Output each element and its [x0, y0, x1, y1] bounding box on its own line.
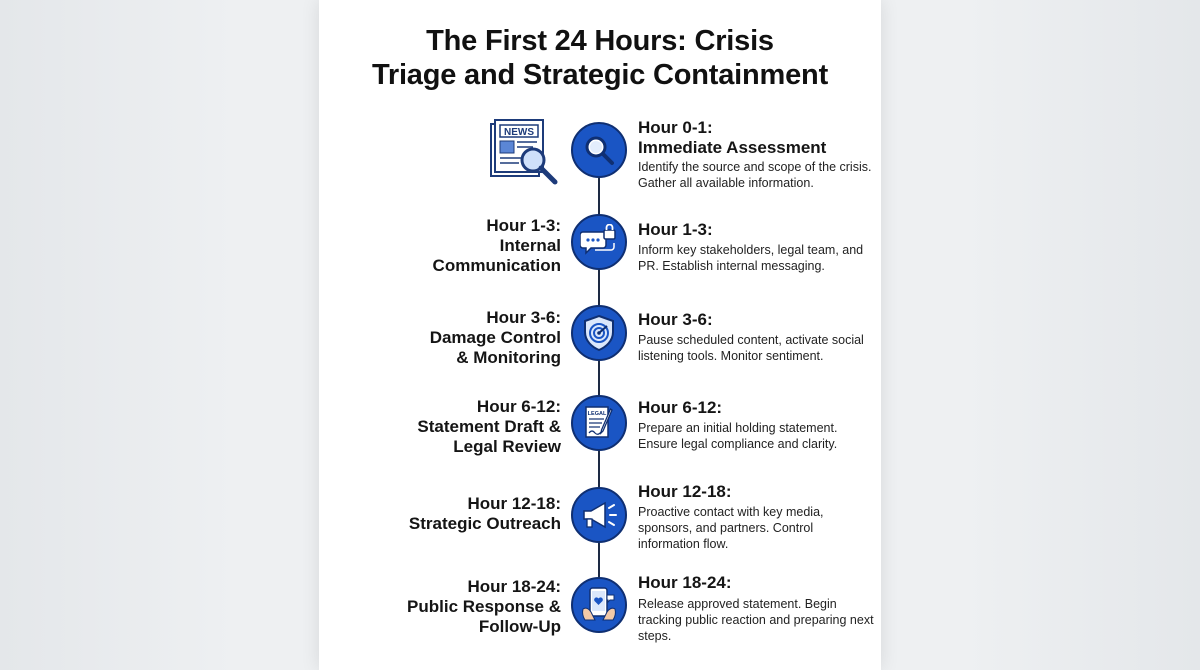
step-label-name-line-1: Statement Draft &: [417, 417, 561, 436]
newspaper-magnifier-icon: [489, 118, 561, 186]
step-description: Release approved statement. Begin tracking public reaction and preparing next steps.: [638, 597, 874, 643]
step-label-name-line-1: Strategic Outreach: [408, 514, 561, 533]
infographic-page: [319, 0, 881, 670]
step-node-hour-12-18: [571, 487, 627, 543]
step-detail-hour-3-6: [638, 310, 878, 364]
step-label-name-line-2: Legal Review: [453, 437, 561, 456]
step-label-name-line-1: Internal: [499, 236, 561, 255]
legal-document-icon: [582, 404, 616, 442]
phone-heart-icon: [580, 585, 618, 625]
step-label-name-line-1: Damage Control: [429, 328, 561, 347]
step-description: Identify the source and scope of the crisis. Gather all available information.: [638, 160, 872, 190]
step-detail-hour-6-12: [638, 398, 878, 452]
legal-label: LEGAL: [587, 411, 607, 417]
step-node-hour-1-3: [571, 214, 627, 270]
step-subtitle: Immediate Assessment: [638, 138, 827, 157]
step-label-hour: Hour 1-3:: [486, 216, 561, 235]
step-label-hour-18-24: [407, 577, 561, 637]
step-description: Inform key stakeholders, legal team, and PR. Establish internal messaging.: [638, 243, 864, 273]
step-label-name-line-2: Communication: [432, 256, 561, 275]
title-line-1: The First 24 Hours: Crisis: [426, 25, 774, 57]
step-description: Prepare an initial holding statement. Ensure legal compliance and clarity.: [638, 421, 838, 451]
step-detail-hour-18-24: [638, 573, 878, 644]
step-hour: Hour 1-3:: [638, 220, 713, 239]
step-node-hour-18-24: [571, 577, 627, 633]
step-label-hour: Hour 18-24:: [467, 577, 561, 596]
step-label-name-line-2: & Monitoring: [456, 348, 561, 367]
step-node-hour-0-1: [571, 122, 627, 178]
step-label-hour: Hour 3-6:: [486, 308, 561, 327]
step-node-hour-3-6: [571, 305, 627, 361]
step-hour: Hour 3-6:: [638, 310, 713, 329]
step-hour: Hour 6-12:: [638, 398, 723, 417]
step-label-hour-1-3: [433, 216, 561, 276]
magnifier-icon: [581, 132, 617, 168]
step-hour: Hour 18-24:: [638, 573, 732, 592]
step-label-hour-12-18: [409, 494, 561, 534]
step-hour: Hour 12-18:: [638, 482, 732, 501]
step-node-hour-6-12: [571, 395, 627, 451]
step-detail-hour-12-18: [638, 482, 878, 552]
page-title: [319, 24, 881, 92]
chat-lock-icon: [580, 224, 618, 260]
step-detail-hour-1-3: [638, 220, 878, 274]
step-detail-hour-0-1: [638, 118, 878, 191]
step-label-hour: Hour 12-18:: [467, 494, 561, 513]
step-label-name-line-1: Public Response &: [407, 597, 561, 616]
step-description: Proactive contact with key media, sponsors, and partners. Control information flow.: [638, 505, 824, 551]
title-line-2: Triage and Strategic Containment: [371, 59, 829, 91]
step-label-hour: Hour 6-12:: [476, 397, 561, 416]
shield-radar-icon: [582, 314, 616, 352]
news-label: NEWS: [504, 127, 534, 138]
step-label-name-line-2: Follow-Up: [478, 617, 561, 636]
step-hour: Hour 0-1:: [638, 118, 713, 137]
step-description: Pause scheduled content, activate social listening tools. Monitor sentiment.: [638, 333, 864, 363]
step-label-hour-3-6: [430, 308, 561, 368]
step-label-hour-6-12: [417, 397, 561, 457]
megaphone-icon: [580, 498, 618, 532]
